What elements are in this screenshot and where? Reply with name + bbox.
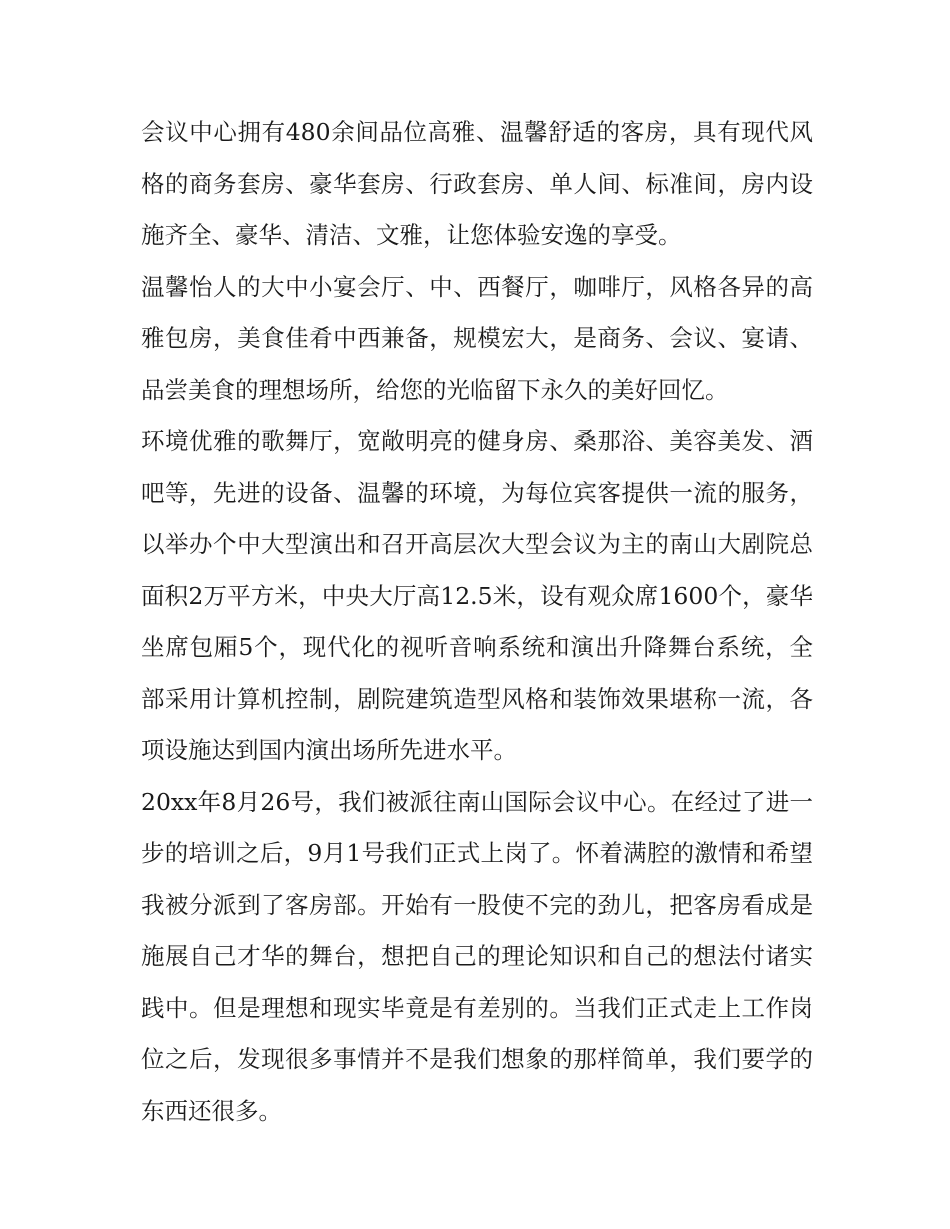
- paragraph-guest-rooms: 会议中心拥有480余间品位高雅、温馨舒适的客房，具有现代风格的商务套房、豪华套房、行政套房、单人间、标准间，房内设施齐全、豪华、清洁、文雅，让您体验安逸的享受。: [141, 118, 813, 249]
- paragraph-internship-start: 20xx年8月26号，我们被派往南山国际会议中心。在经过了进一步的培训之后，9月1号我们正式上岗了。怀着满腔的激情和希望我被分派到了客房部。开始有一股使不完的劲儿，把客房看成是施展自己才华的舞台，想把自己的理论知识和自己的想法付诸实践中。但是理想和现实毕竟是有差别的。当我们正式走上工作岗位之后，发现很多事情并不是我们想象的那样简单，我们要学的东西还很多。: [141, 787, 813, 1125]
- paragraph-entertainment-theater: 环境优雅的歌舞厅，宽敞明亮的健身房、桑那浴、美容美发、酒吧等，先进的设备、温馨的环境，为每位宾客提供一流的服务，以举办个中大型演出和召开高层次大型会议为主的南山大剧院总面积2万平方米，中央大厅高12.5米，设有观众席1600个，豪华坐席包厢5个，现代化的视听音响系统和演出升降舞台系统，全部采用计算机控制，剧院建筑造型风格和装饰效果堪称一流，各项设施达到国内演出场所先进水平。: [141, 427, 813, 764]
- paragraph-dining: 温馨怡人的大中小宴会厅、中、西餐厅，咖啡厅，风格各异的高雅包房，美食佳肴中西兼备，规模宏大，是商务、会议、宴请、品尝美食的理想场所，给您的光临留下永久的美好回忆。: [141, 272, 813, 404]
- document-body: [141, 107, 813, 1137]
